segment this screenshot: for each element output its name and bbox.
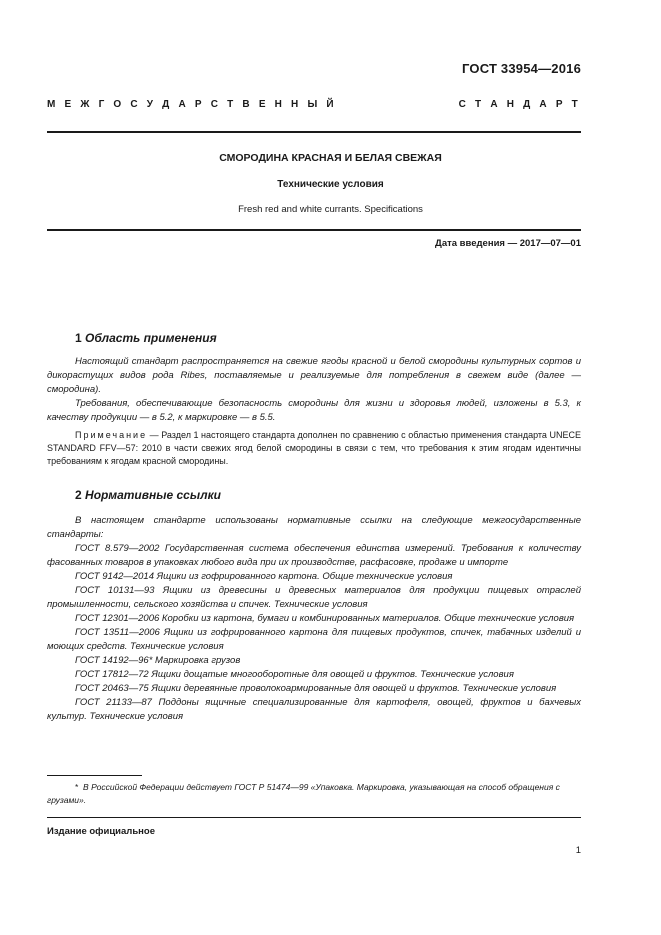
section-2-intro: В настоящем стандарте использованы нормативные ссылки на следующие межгосударственные стандарты: (47, 515, 581, 540)
edition-label: Издание официальное (47, 826, 155, 837)
section-1-number: 1 (75, 331, 82, 345)
reference-item: ГОСТ 8.579—2002 Государственная система обеспечения единства измерений. Требования к количеству фасованных товаров в упаковках любого вида при их производстве, расфасовке, продаже и импорте (47, 543, 581, 568)
document-title-english: Fresh red and white currants. Specifications (238, 204, 423, 215)
footnote-separator (47, 775, 142, 776)
reference-item: ГОСТ 13511—2006 Ящики из гофрированного картона для пищевых продуктов, спичек, табачных изделий и моющих средств. Технические условия (47, 627, 581, 652)
footnote-text: В Российской Федерации действует ГОСТ Р 51474—99 «Упаковка. Маркировка, указывающая на способ обращения с грузами». (47, 782, 560, 805)
section-2-heading (75, 488, 221, 502)
standard-type-word2: С Т А Н Д А Р Т (458, 99, 581, 110)
reference-item: ГОСТ 9142—2014 Ящики из гофрированного картона. Общие технические условия (75, 571, 453, 582)
section-1-note (47, 429, 581, 468)
section-1-heading (75, 331, 217, 345)
document-subtitle: Технические условия (277, 179, 384, 190)
reference-item: ГОСТ 10131—93 Ящики из древесины и древесных материалов для продукции пищевых отраслей промышленности, сельского хозяйства и спичек. Технические условия (47, 585, 581, 610)
page-number: 1 (575, 845, 581, 856)
footer-rule (47, 817, 581, 818)
note-label: Примечание (75, 430, 148, 440)
reference-item: ГОСТ 12301—2006 Коробки из картона, бумаги и комбинированных материалов. Общие технические условия (75, 613, 575, 624)
reference-item: ГОСТ 20463—75 Ящики деревянные проволокоармированные для овощей и фруктов. Технические условия (75, 683, 557, 694)
title-rule (47, 229, 581, 231)
reference-item: ГОСТ 14192—96* Маркировка грузов (75, 655, 241, 666)
standard-code: ГОСТ 33954—2016 (462, 61, 581, 76)
section-2-title: Нормативные ссылки (85, 488, 221, 502)
introduction-date: Дата введения — 2017—07—01 (435, 238, 581, 249)
standard-type-line (47, 99, 581, 110)
footnote-marker: * (75, 782, 79, 792)
note-text: — Раздел 1 настоящего стандарта дополнен по сравнению с областью применения стандарта UNECE STANDARD FFV—57: 2010 в части свежих ягод белой смородины в связи с тем, что требования к этим ягодам идентичны требованиям к ягодам красной смородины. (47, 430, 581, 466)
standard-type-word1: М Е Ж Г О С У Д А Р С Т В Е Н Н Ы Й (47, 99, 337, 110)
footnote (47, 781, 581, 807)
reference-item: ГОСТ 17812—72 Ящики дощатые многооборотные для овощей и фруктов. Технические условия (75, 669, 514, 680)
section-1-title: Область применения (85, 331, 217, 345)
section-2-number: 2 (75, 488, 82, 502)
section-2-body (47, 514, 581, 724)
section-1-body (47, 355, 581, 468)
document-title: СМОРОДИНА КРАСНАЯ И БЕЛАЯ СВЕЖАЯ (219, 152, 442, 164)
section-1-paragraph-2: Требования, обеспечивающие безопасность смородины для жизни и здоровья людей, изложены в 5.3, к качеству продукции — в 5.2, к маркировке — в 5.5. (47, 398, 581, 423)
header-rule (47, 131, 581, 133)
reference-item: ГОСТ 21133—87 Поддоны ящичные специализированные для картофеля, овощей, фруктов и бахчевых культур. Технические условия (47, 697, 581, 722)
section-1-paragraph-1: Настоящий стандарт распространяется на свежие ягоды красной и белой смородины культурных сортов и дикорастущих видов рода Ribes, поставляемые и реализуемые для потребления в свежем виде (далее — смородина). (47, 356, 581, 395)
